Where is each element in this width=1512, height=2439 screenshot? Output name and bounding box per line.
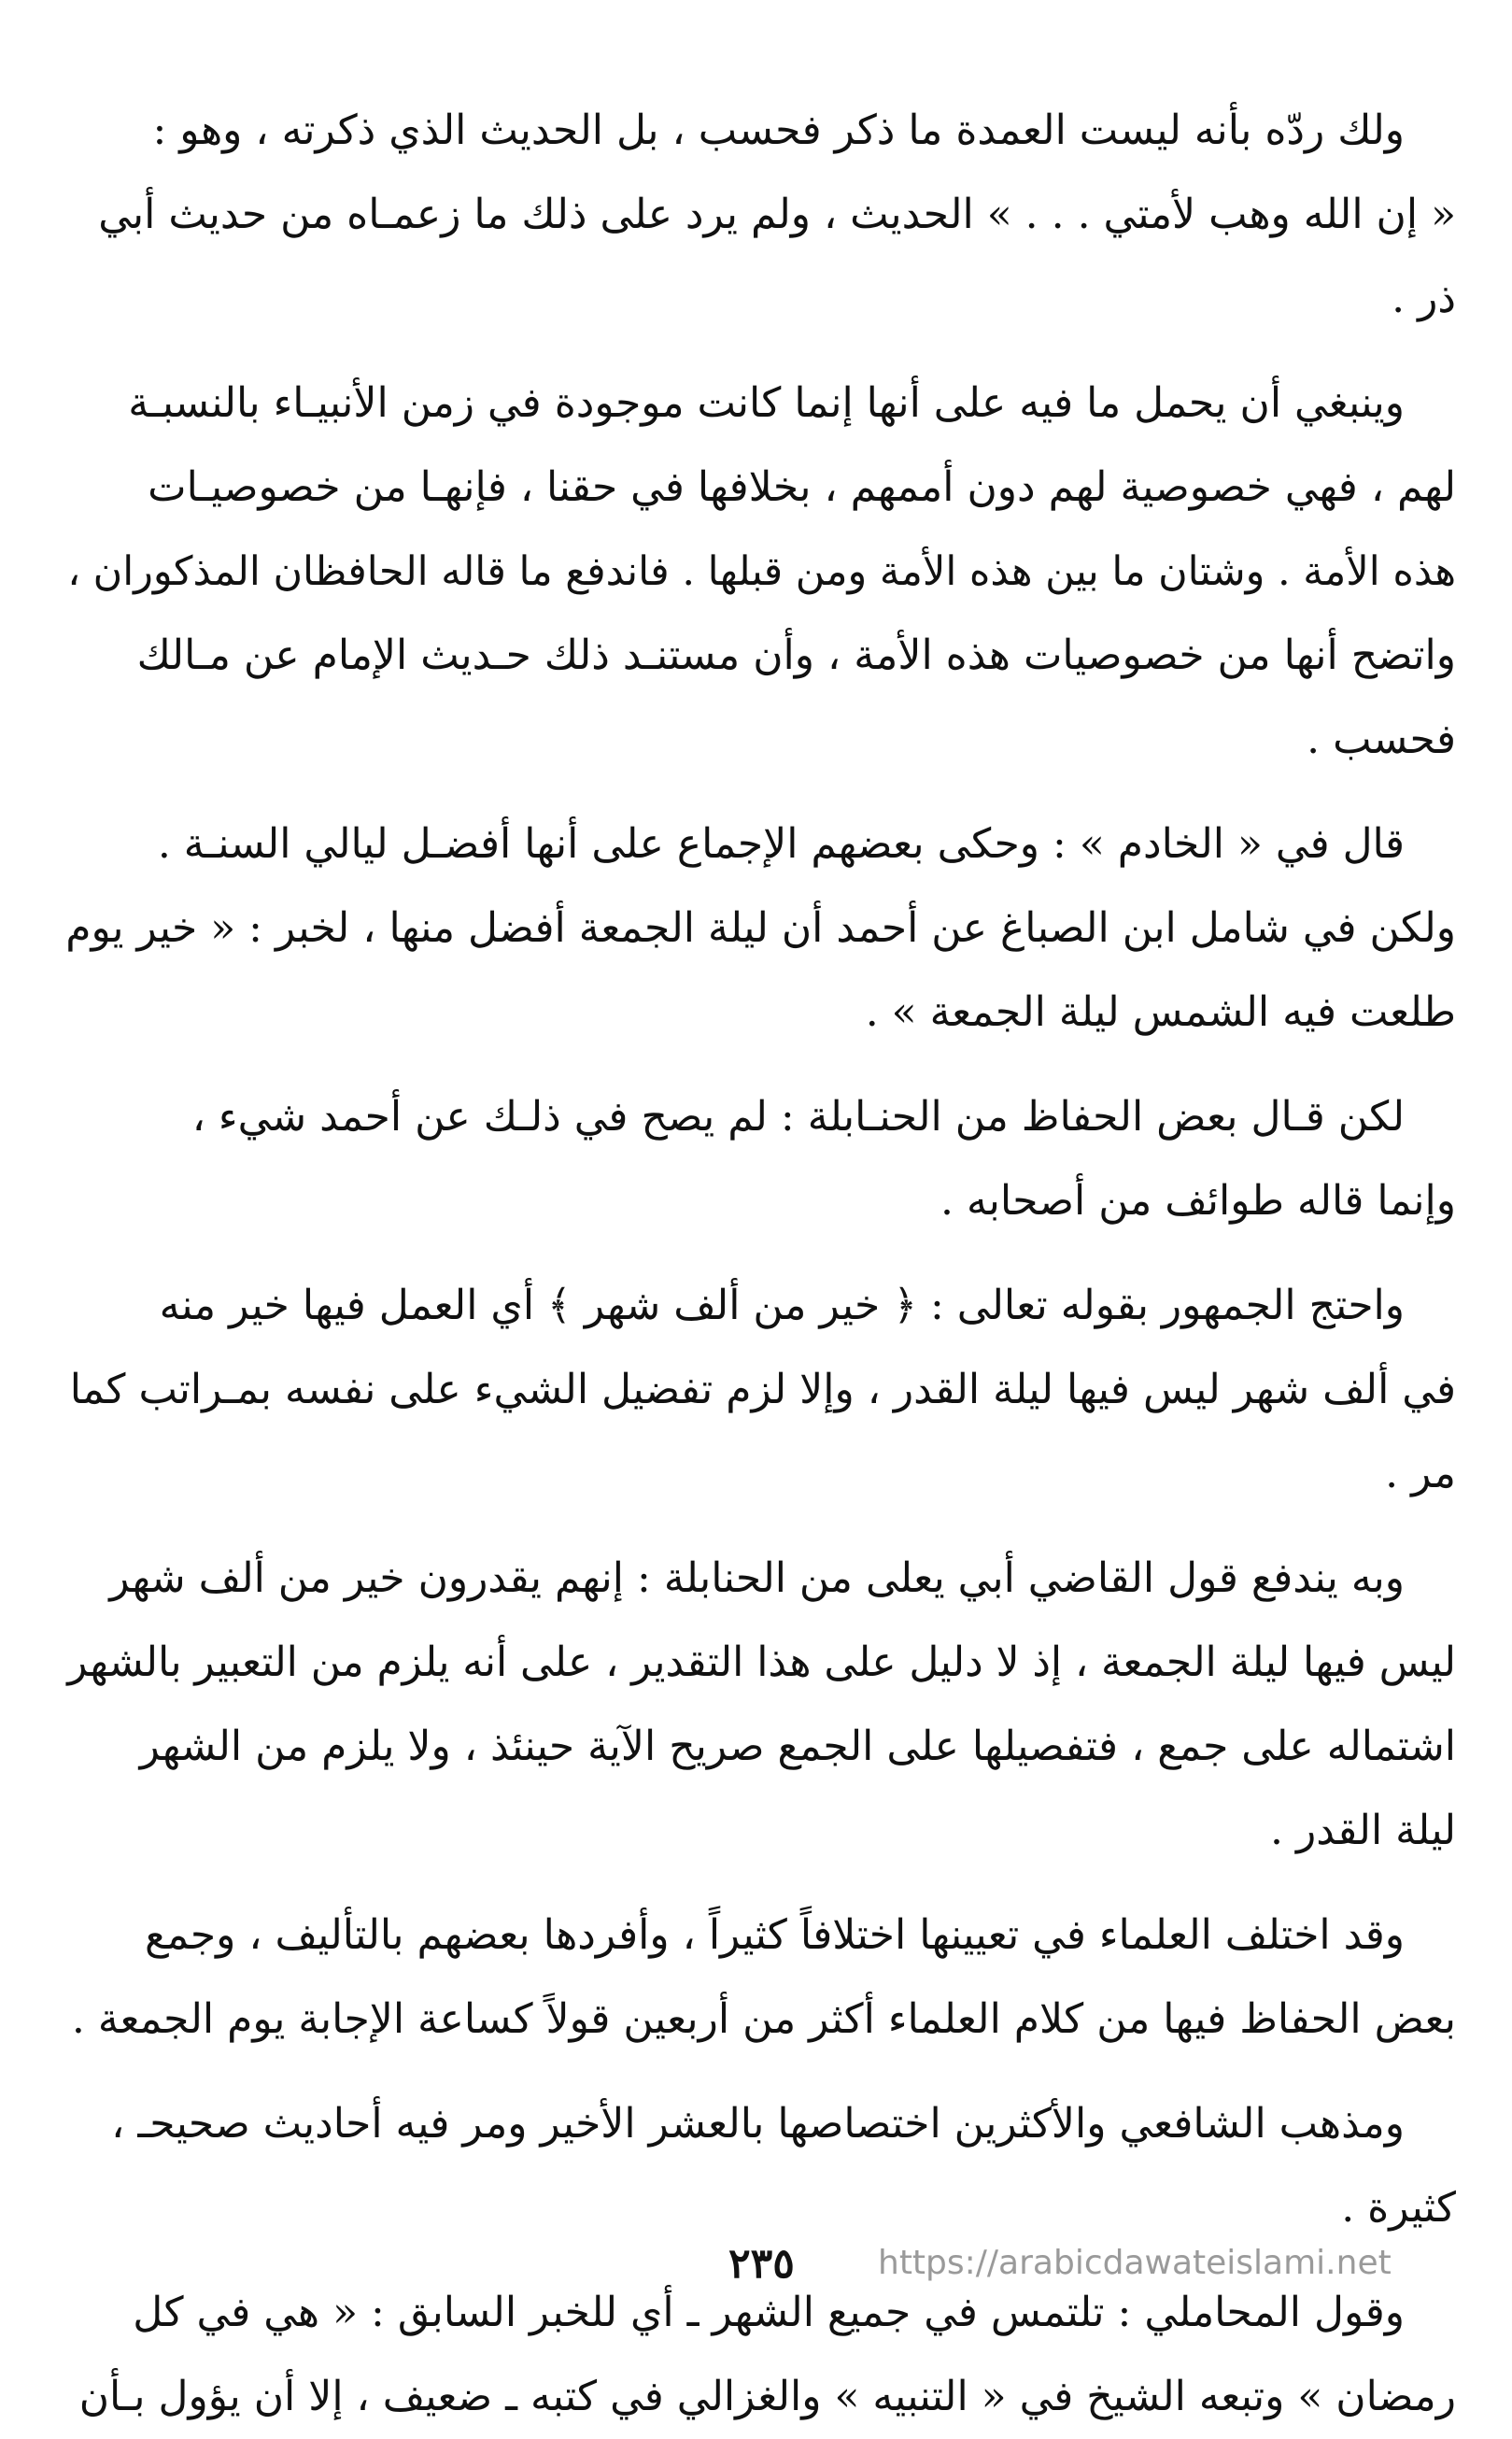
text-line: لكن قـال بعض الحفاظ من الحنـابلة : لم يصح في ذلـك عن أحمد شيء ، — [191, 1093, 1405, 1141]
text-line: رمضان » وتبعه الشيخ في « التنبيه » والغزالي في كتبه ـ ضعيف ، إلا أن يؤول بـأن — [78, 2373, 1456, 2420]
text-line: قال في « الخادم » : وحكى بعضهم الإجماع على أنها أفضـل ليالي السنـة . — [157, 820, 1405, 868]
paragraph-4 — [65, 1075, 1456, 1243]
page-footer — [0, 2220, 1512, 2295]
paragraph-5 — [65, 1264, 1456, 1516]
text-line: ذر . — [1392, 275, 1456, 322]
paragraph-1 — [65, 89, 1456, 341]
text-line: فحسب . — [1307, 716, 1456, 763]
text-line: « إن الله وهب لأمتي . . . » الحديث ، ولم يرد على ذلك ما زعمـاه من حديث أبي — [98, 191, 1456, 238]
text-line: واحتج الجمهور بقوله تعالى : ﴿ خير من ألف شهر ﴾ أي العمل فيها خير منه — [159, 1282, 1405, 1329]
text-line: وقول المحاملي : تلتمس في جميع الشهر ـ أي للخبر السابق : « هي في كل — [133, 2289, 1405, 2336]
text-line: ليلة القدر . — [1269, 1807, 1456, 1854]
text-line: وينبغي أن يحمل ما فيه على أنها إنما كانت موجودة في زمن الأنبيـاء بالنسبـة — [128, 379, 1405, 427]
text-line: بعض الحفاظ فيها من كلام العلماء أكثر من أربعين قولاً كساعة الإجابة يوم الجمعة . — [71, 1995, 1456, 2043]
text-line: ليس فيها ليلة الجمعة ، إذ لا دليل على هذا التقدير ، على أنه يلزم من التعبير بالشهر — [67, 1638, 1456, 1686]
text-line: اشتماله على جمع ، فتفصيلها على الجمع صريح الآية حينئذ ، ولا يلزم من الشهر — [139, 1723, 1456, 1770]
text-line: لهم ، فهي خصوصية لهم دون أممهم ، بخلافها في حقنا ، فإنهـا من خصوصيـات — [148, 463, 1456, 511]
paragraph-3 — [65, 802, 1456, 1055]
page-number: ٢٣٥ — [728, 2240, 795, 2288]
text-line: طلعت فيه الشمس ليلة الجمعة » . — [865, 988, 1456, 1036]
paragraph-2 — [65, 362, 1456, 782]
text-line: وقد اختلف العلماء في تعيينها اختلافاً كثيراً ، وأفردها بعضهم بالتأليف ، وجمع — [145, 1911, 1405, 1959]
text-line: كثيرة . — [1341, 2184, 1456, 2232]
text-line: وبه يندفع قول القاضي أبي يعلى من الحنابلة : إنهم يقدرون خير من ألف شهر — [109, 1554, 1405, 1602]
text-line: هذه الأمة . وشتان ما بين هذه الأمة ومن قبلها . فاندفع ما قاله الحافظان المذكوران ، — [67, 548, 1456, 595]
text-line: ولكن في شامل ابن الصباغ عن أحمد أن ليلة الجمعة أفضل منها ، لخبر : « خير يوم — [65, 904, 1456, 952]
text-line: ولك ردّه بأنه ليست العمدة ما ذكر فحسب ، بل الحديث الذي ذكرته ، وهو : — [152, 106, 1405, 154]
paragraph-6 — [65, 1537, 1456, 1873]
text-line: وإنما قاله طوائف من أصحابه . — [940, 1177, 1456, 1225]
text-line: مر . — [1385, 1450, 1456, 1497]
watermark-url: https://arabicdawateislami.net — [878, 2244, 1392, 2282]
text-line: ومذهب الشافعي والأكثرين اختصاصها بالعشر الأخير ومر فيه أحاديث صحيحـ ، — [111, 2100, 1405, 2148]
text-line: في ألف شهر ليس فيها ليلة القدر ، وإلا لزم تفضيل الشيء على نفسه بمـراتب كما — [69, 1366, 1456, 1413]
text-line: واتضح أنها من خصوصيات هذه الأمة ، وأن مستنـد ذلك حـديث الإمام عن مـالك — [136, 631, 1456, 679]
paragraph-9 — [65, 2271, 1456, 2439]
paragraph-7 — [65, 1893, 1456, 2062]
